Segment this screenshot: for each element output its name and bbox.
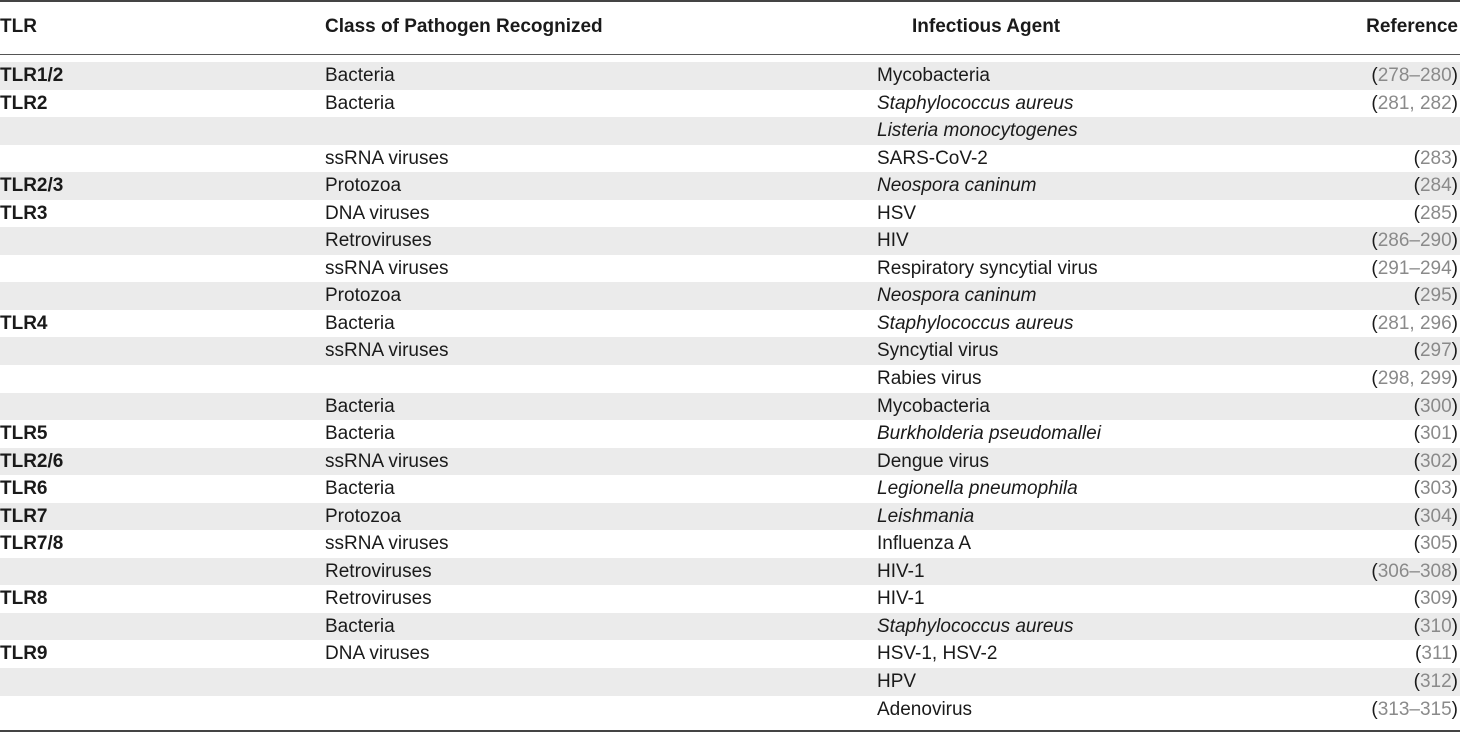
cell-class: Bacteria: [325, 615, 395, 637]
cell-agent: Staphylococcus aureus: [877, 312, 1074, 334]
table-row: [0, 365, 1460, 393]
cell-agent: Rabies virus: [877, 368, 982, 390]
cell-agent: Listeria monocytogenes: [877, 120, 1078, 142]
table-row: [0, 585, 1460, 613]
reference-link[interactable]: 291–294: [1377, 257, 1452, 279]
reference-link[interactable]: 297: [1419, 340, 1452, 362]
cell-agent: Adenovirus: [877, 698, 973, 720]
cell-agent: Legionella pneumophila: [877, 478, 1078, 500]
cell-agent: Neospora caninum: [877, 175, 1037, 197]
cell-class: Retroviruses: [325, 230, 432, 252]
table-row: [0, 145, 1460, 173]
table-row: [0, 172, 1460, 200]
cell-class: Bacteria: [325, 423, 395, 445]
cell-agent: Syncytial virus: [877, 340, 999, 362]
cell-agent: HIV-1: [877, 560, 925, 582]
reference-link[interactable]: 304: [1419, 505, 1452, 527]
cell-agent: Leishmania: [877, 505, 975, 527]
cell-agent: SARS-CoV-2: [877, 147, 988, 169]
cell-class: ssRNA viruses: [325, 533, 449, 555]
cell-class: Bacteria: [325, 65, 395, 86]
cell-class: Protozoa: [325, 175, 402, 197]
cell-reference: (311): [1415, 643, 1458, 665]
table-row: [0, 62, 1460, 90]
cell-tlr: TLR8: [0, 588, 48, 610]
table-row: [0, 90, 1460, 118]
cell-agent: Burkholderia pseudomallei: [877, 423, 1101, 445]
cell-class: Bacteria: [325, 395, 395, 417]
cell-tlr: TLR9: [0, 643, 48, 665]
cell-reference: (281, 282): [1371, 92, 1458, 114]
cell-class: Protozoa: [325, 505, 402, 527]
cell-class: Protozoa: [325, 285, 402, 307]
cell-agent: Neospora caninum: [877, 285, 1037, 307]
reference-link[interactable]: 281, 282: [1377, 92, 1452, 114]
cell-class: ssRNA viruses: [325, 257, 449, 279]
cell-class: Bacteria: [325, 478, 395, 500]
table-row: [0, 393, 1460, 421]
reference-link[interactable]: 306–308: [1377, 560, 1452, 582]
cell-reference: (300): [1413, 395, 1458, 417]
table-row: [0, 475, 1460, 503]
table-row: [0, 200, 1460, 228]
cell-reference: (304): [1413, 505, 1458, 527]
table-row: [0, 696, 1460, 724]
cell-reference: (284): [1413, 175, 1458, 197]
table-row: [0, 255, 1460, 283]
table-row: [0, 613, 1460, 641]
cell-class: Bacteria: [325, 312, 395, 334]
cell-reference: (303): [1413, 478, 1458, 500]
reference-link[interactable]: 305: [1419, 533, 1452, 555]
reference-link[interactable]: 298, 299: [1377, 368, 1452, 390]
cell-tlr: TLR3: [0, 202, 48, 224]
reference-link[interactable]: 278–280: [1377, 65, 1452, 86]
reference-link[interactable]: 281, 296: [1377, 312, 1452, 334]
cell-tlr: TLR4: [0, 312, 48, 334]
cell-reference: (301): [1413, 423, 1458, 445]
cell-class: ssRNA viruses: [325, 147, 449, 169]
cell-tlr: TLR7: [0, 505, 48, 527]
cell-tlr: TLR2: [0, 92, 48, 114]
cell-class: Bacteria: [325, 92, 395, 114]
table-row: [0, 530, 1460, 558]
cell-reference: (291–294): [1371, 257, 1458, 279]
cell-reference: (295): [1413, 285, 1458, 307]
cell-agent: HSV: [877, 202, 917, 224]
table-row: [0, 337, 1460, 365]
reference-link[interactable]: 302: [1419, 450, 1452, 472]
cell-agent: Dengue virus: [877, 450, 989, 472]
cell-reference: (302): [1413, 450, 1458, 472]
header-reference: Reference: [1366, 16, 1458, 37]
cell-agent: HPV: [877, 671, 917, 693]
cell-agent: Influenza A: [877, 533, 972, 555]
table-row: [0, 448, 1460, 476]
table-body: [0, 62, 1460, 723]
table-row: [0, 640, 1460, 668]
cell-agent: HIV-1: [877, 588, 925, 610]
cell-reference: (306–308): [1371, 560, 1458, 582]
table-row: [0, 282, 1460, 310]
cell-agent: Mycobacteria: [877, 65, 990, 86]
reference-link[interactable]: 313–315: [1377, 698, 1452, 720]
cell-tlr: TLR2/6: [0, 450, 64, 472]
reference-link[interactable]: 303: [1419, 478, 1452, 500]
cell-agent: HIV: [877, 230, 909, 252]
reference-link[interactable]: 310: [1419, 615, 1452, 637]
cell-reference: (310): [1413, 615, 1458, 637]
cell-class: Retroviruses: [325, 588, 432, 610]
reference-link[interactable]: 284: [1419, 175, 1452, 197]
cell-class: ssRNA viruses: [325, 340, 449, 362]
cell-class: ssRNA viruses: [325, 450, 449, 472]
table-row: [0, 503, 1460, 531]
cell-reference: (297): [1413, 340, 1458, 362]
table-bottom-rule: [0, 730, 1460, 732]
cell-reference: (285): [1413, 202, 1458, 224]
reference-link[interactable]: 286–290: [1377, 230, 1452, 252]
reference-link[interactable]: 295: [1419, 285, 1452, 307]
cell-tlr: TLR1/2: [0, 65, 64, 86]
reference-link[interactable]: 311: [1421, 643, 1452, 665]
reference-link[interactable]: 301: [1419, 423, 1452, 445]
reference-link[interactable]: 285: [1419, 202, 1452, 224]
cell-agent: Staphylococcus aureus: [877, 615, 1074, 637]
cell-agent: Respiratory syncytial virus: [877, 257, 1098, 279]
table-header-row: [0, 0, 1460, 54]
table-row: [0, 558, 1460, 586]
reference-link[interactable]: 312: [1419, 671, 1452, 693]
cell-reference: (278–280): [1371, 65, 1458, 86]
table-row: [0, 310, 1460, 338]
cell-reference: (313–315): [1371, 698, 1458, 720]
cell-tlr: TLR5: [0, 423, 48, 445]
table-row: [0, 227, 1460, 255]
cell-agent: HSV-1, HSV-2: [877, 643, 998, 665]
cell-class: DNA viruses: [325, 643, 430, 665]
header-class-of-pathogen: Class of Pathogen Recognized: [325, 16, 603, 37]
reference-link[interactable]: 309: [1419, 588, 1452, 610]
cell-reference: (283): [1413, 147, 1458, 169]
cell-reference: (281, 296): [1371, 312, 1458, 334]
cell-tlr: TLR6: [0, 478, 48, 500]
table-row: [0, 420, 1460, 448]
cell-tlr: TLR2/3: [0, 175, 64, 197]
table-row: [0, 668, 1460, 696]
cell-reference: (312): [1413, 671, 1458, 693]
cell-reference: (298, 299): [1371, 368, 1458, 390]
cell-reference: (286–290): [1371, 230, 1458, 252]
cell-reference: (305): [1413, 533, 1458, 555]
cell-class: Retroviruses: [325, 560, 432, 582]
cell-agent: Staphylococcus aureus: [877, 92, 1074, 114]
header-tlr: TLR: [0, 16, 37, 37]
cell-tlr: TLR7/8: [0, 533, 64, 555]
cell-class: DNA viruses: [325, 202, 430, 224]
cell-reference: (309): [1413, 588, 1458, 610]
header-divider-rule: [0, 54, 1460, 55]
table-row: [0, 117, 1460, 145]
reference-link[interactable]: 300: [1419, 395, 1452, 417]
header-infectious-agent: Infectious Agent: [912, 16, 1061, 37]
cell-agent: Mycobacteria: [877, 395, 990, 417]
reference-link[interactable]: 283: [1419, 147, 1452, 169]
